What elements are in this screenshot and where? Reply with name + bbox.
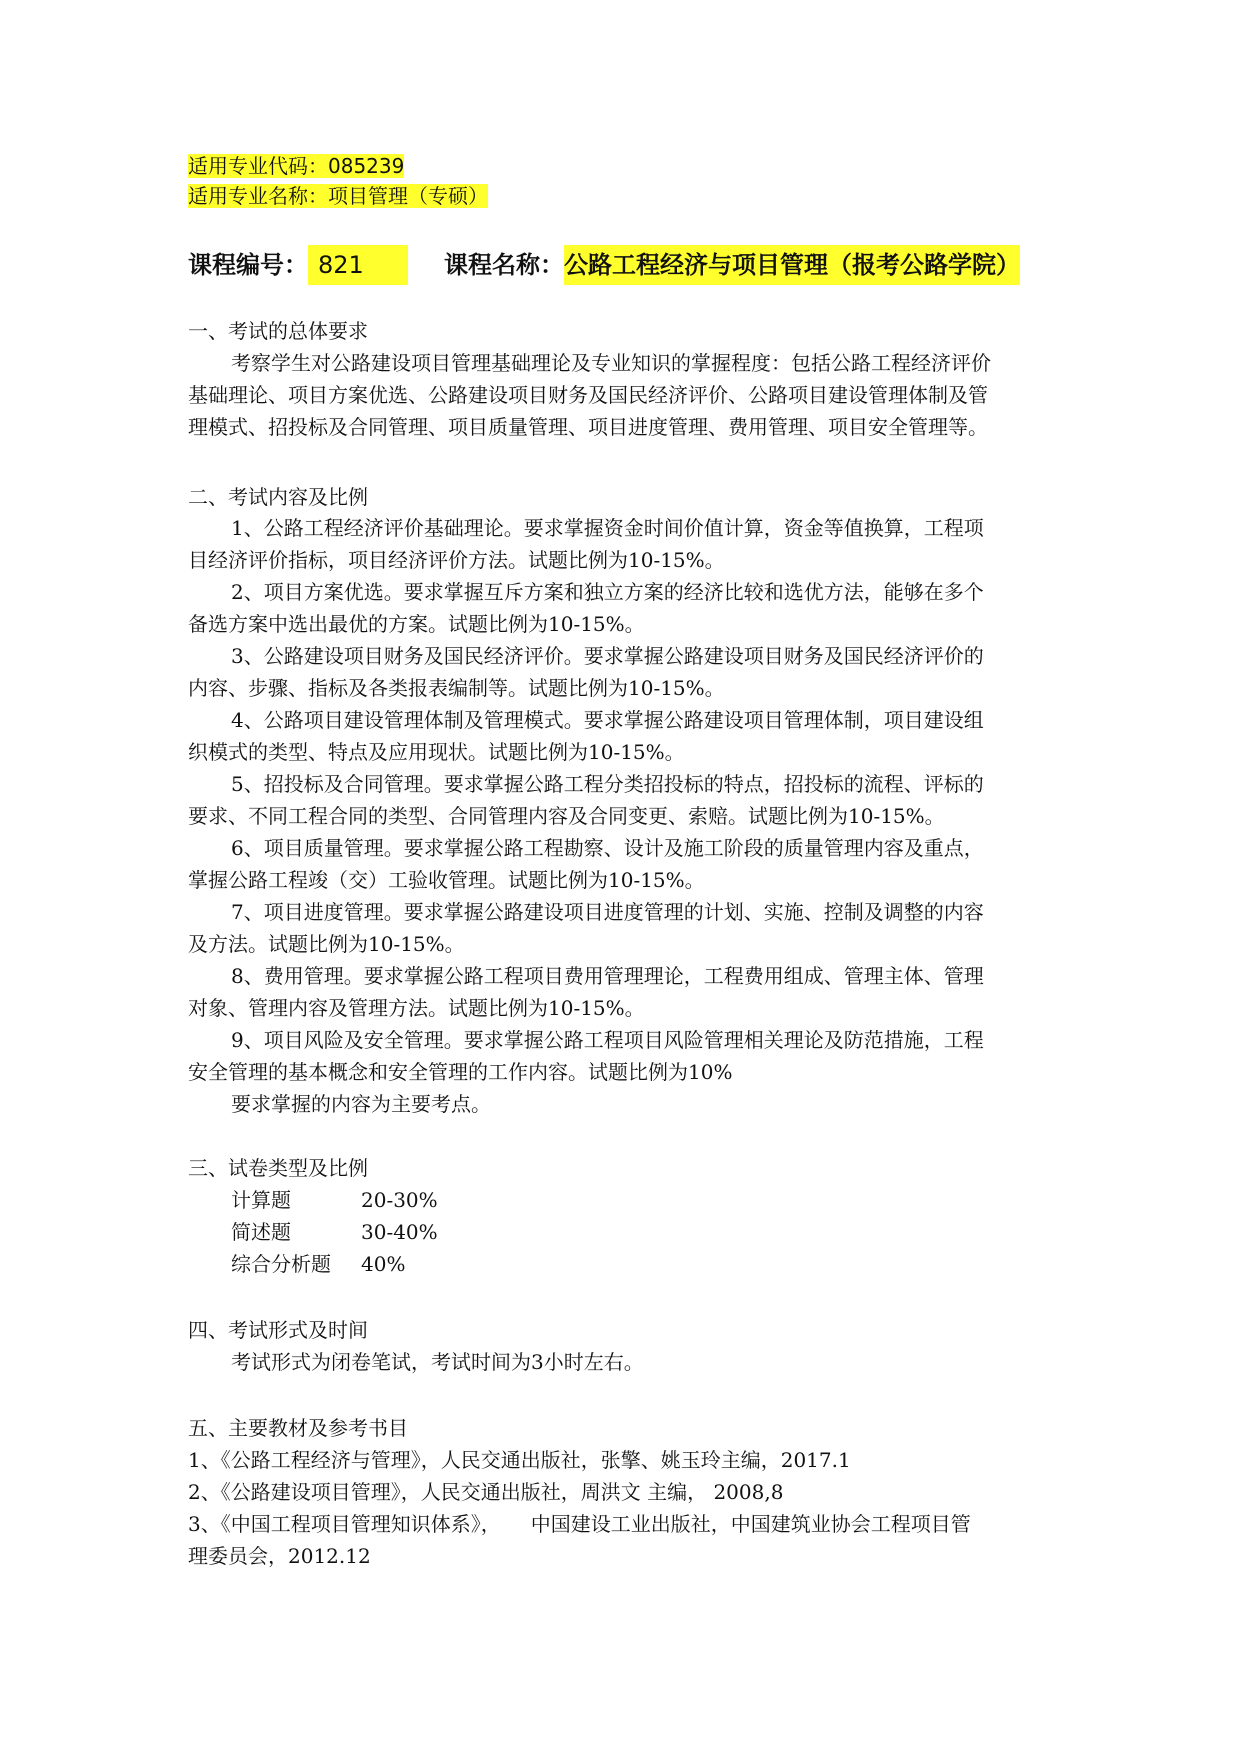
section-2-line: 6、项目质量管理。要求掌握公路工程勘察、设计及施工阶段的质量管理内容及重点， [231, 836, 984, 860]
reference-item: 3、《中国工程项目管理知识体系》， 中国建设工业出版社，中国建筑业协会工程项目管 [188, 1512, 971, 1536]
section-1-line: 基础理论、项目方案优选、公路建设项目财务及国民经济评价、公路项目建设管理体制及管 [188, 383, 988, 407]
section-2-line: 内容、步骤、指标及各类报表编制等。试题比例为10-15%。 [188, 676, 725, 700]
exam-type-ratio: 20-30% [361, 1188, 438, 1212]
reference-item: 理委员会，2012.12 [188, 1544, 371, 1568]
section-1-line: 考察学生对公路建设项目管理基础理论及专业知识的掌握程度：包括公路工程经济评价 [231, 351, 991, 375]
section-2-line: 4、公路项目建设管理体制及管理模式。要求掌握公路建设项目管理体制，项目建设组 [231, 708, 984, 732]
section-5-title: 五、主要教材及参考书目 [188, 1416, 408, 1440]
section-2-line: 9、项目风险及安全管理。要求掌握公路工程项目风险管理相关理论及防范措施，工程 [231, 1028, 984, 1052]
exam-type-name: 综合分析题 [231, 1252, 331, 1276]
section-2-line: 掌握公路工程竣（交）工验收管理。试题比例为10-15%。 [188, 868, 705, 892]
section-2-title: 二、考试内容及比例 [188, 485, 368, 509]
exam-type-ratio: 30-40% [361, 1220, 438, 1244]
major-name-text: 适用专业名称：项目管理（专硕） [188, 184, 488, 208]
section-2-line: 2、项目方案优选。要求掌握互斥方案和独立方案的经济比较和选优方法，能够在多个 [231, 580, 984, 604]
major-code-text: 适用专业代码：085239 [188, 154, 405, 178]
section-1-title: 一、考试的总体要求 [188, 319, 368, 343]
exam-type-name: 计算题 [231, 1188, 291, 1212]
section-4-text: 考试形式为闭卷笔试，考试时间为3小时左右。 [231, 1350, 644, 1374]
section-2-line: 5、招投标及合同管理。要求掌握公路工程分类招投标的特点，招投标的流程、评标的 [231, 772, 984, 796]
section-2-line: 3、公路建设项目财务及国民经济评价。要求掌握公路建设项目财务及国民经济评价的 [231, 644, 984, 668]
course-number-value: 821 [308, 245, 408, 285]
exam-type-row [231, 1249, 405, 1279]
section-2-line: 1、公路工程经济评价基础理论。要求掌握资金时间价值计算，资金等值换算，工程项 [231, 516, 984, 540]
exam-type-row [231, 1185, 438, 1215]
section-2-line: 备选方案中选出最优的方案。试题比例为10-15%。 [188, 612, 645, 636]
course-header [188, 245, 1020, 285]
section-2-line: 要求掌握的内容为主要考点。 [231, 1092, 491, 1116]
section-1-line: 理模式、招投标及合同管理、项目质量管理、项目进度管理、费用管理、项目安全管理等。 [188, 415, 988, 439]
section-2-line: 目经济评价指标，项目经济评价方法。试题比例为10-15%。 [188, 548, 725, 572]
reference-item: 1、《公路工程经济与管理》，人民交通出版社，张擎、姚玉玲主编，2017.1 [188, 1448, 851, 1472]
major-name-line [188, 181, 488, 211]
section-3-title: 三、试卷类型及比例 [188, 1156, 368, 1180]
section-2-line: 7、项目进度管理。要求掌握公路建设项目进度管理的计划、实施、控制及调整的内容 [231, 900, 984, 924]
major-code-line [188, 151, 404, 181]
section-2-line: 8、费用管理。要求掌握公路工程项目费用管理理论，工程费用组成、管理主体、管理 [231, 964, 984, 988]
section-2-line: 对象、管理内容及管理方法。试题比例为10-15%。 [188, 996, 645, 1020]
section-4-title: 四、考试形式及时间 [188, 1318, 368, 1342]
course-name-value: 公路工程经济与项目管理（报考公路学院） [564, 245, 1020, 285]
exam-type-ratio: 40% [361, 1252, 406, 1276]
section-2-line: 安全管理的基本概念和安全管理的工作内容。试题比例为10% [188, 1060, 733, 1084]
reference-item: 2、《公路建设项目管理》，人民交通出版社，周洪文 主编， 2008,8 [188, 1480, 784, 1504]
course-name-label: 课程名称： [444, 251, 564, 279]
course-number-label: 课程编号： [188, 251, 308, 279]
section-2-line: 及方法。试题比例为10-15%。 [188, 932, 465, 956]
exam-type-row [231, 1217, 438, 1247]
section-2-line: 要求、不同工程合同的类型、合同管理内容及合同变更、索赔。试题比例为10-15%。 [188, 804, 945, 828]
exam-type-name: 简述题 [231, 1220, 291, 1244]
section-2-line: 织模式的类型、特点及应用现状。试题比例为10-15%。 [188, 740, 685, 764]
